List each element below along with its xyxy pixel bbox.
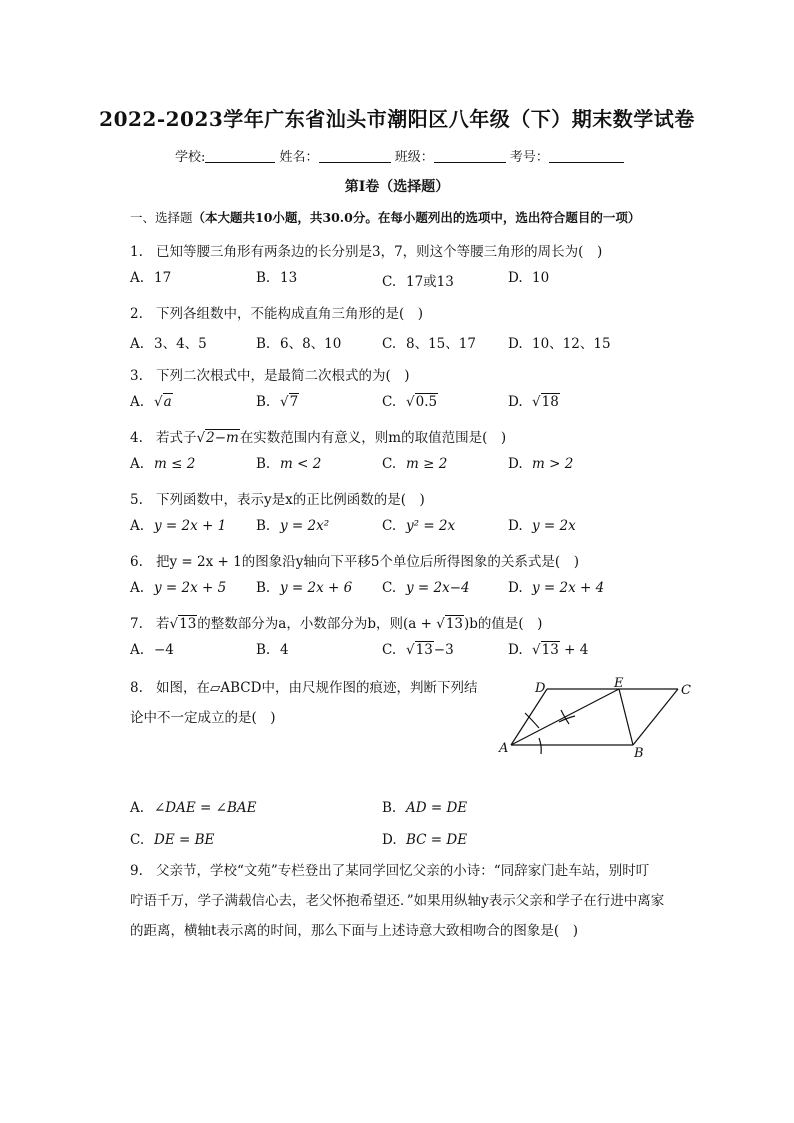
section-description: （本大题共10小题，共30.0分。在每小题列出的选项中，选出符合题目的一项） (192, 210, 641, 225)
question-1-options (130, 270, 690, 290)
label-b: B (634, 746, 644, 761)
class-blank[interactable] (434, 149, 506, 163)
question-4-stem: 4. 若式子√2−m在实数范围内有意义，则m的取值范围是( ) (130, 430, 507, 446)
option-b[interactable]: B. 13 (256, 270, 298, 286)
option-a[interactable]: A. y = 2x + 1 (130, 518, 227, 534)
question-3-stem: 3. 下列二次根式中，是最简二次根式的为( ) (130, 368, 410, 384)
option-a[interactable]: A. 17 (130, 270, 172, 286)
question-7-stem: 7. 若√13的整数部分为a，小数部分为b，则(a + √13)b的值是( ) (130, 616, 543, 632)
option-c[interactable]: C. m ≥ 2 (382, 456, 448, 472)
option-d[interactable]: D. y = 2x + 4 (508, 580, 605, 596)
label-d: D (535, 681, 546, 696)
name-label: 姓名： (279, 150, 319, 165)
edge-bc (633, 689, 678, 745)
option-a[interactable]: A. 3、4、5 (130, 336, 207, 352)
option-c[interactable]: C. √0.5 (382, 394, 438, 410)
option-b[interactable]: B. y = 2x + 6 (256, 580, 353, 596)
section-heading (130, 208, 640, 226)
option-c[interactable]: C. y = 2x−4 (382, 580, 470, 596)
option-c[interactable]: C. 8、15、17 (382, 336, 476, 352)
question-3-options (130, 394, 690, 414)
school-label: 学校: (175, 150, 206, 165)
question-2-stem: 2. 下列各组数中，不能构成直角三角形的是( ) (130, 306, 424, 322)
question-7-options (130, 642, 690, 662)
question-6-options (130, 580, 690, 600)
option-c[interactable]: C. y² = 2x (382, 518, 456, 534)
segment-eb (619, 689, 633, 745)
exam-title: 2022-2023学年广东省汕头市潮阳区八年级（下）期末数学试卷 (99, 107, 695, 131)
option-d[interactable]: D. m > 2 (508, 456, 574, 472)
option-c[interactable]: C. DE = BE (130, 832, 215, 848)
option-d[interactable]: D. 10、12、15 (508, 336, 611, 352)
question-5-stem: 5. 下列函数中，表示y是x的正比例函数的是( ) (130, 492, 425, 508)
name-blank[interactable] (319, 149, 391, 163)
question-8-stem: 8. 如图，在▱ABCD中，由尺规作图的痕迹，判断下列结 (130, 680, 478, 696)
question-9-line-3: 的距离，横轴t表示离的时间，那么下面与上述诗意大致相吻合的图象是( ) (130, 923, 578, 939)
exam-number-label: 考号： (509, 150, 549, 165)
option-a[interactable]: A. √a (130, 394, 172, 410)
option-d[interactable]: D. y = 2x (508, 518, 576, 534)
question-9-line-2: 咛语千万，学子满载信心去，老父怀抱希望还．”如果用纵轴y表示父亲和学子在行进中离家 (130, 893, 665, 909)
option-a[interactable]: A. y = 2x + 5 (130, 580, 227, 596)
exam-number-blank[interactable] (549, 149, 624, 163)
question-9-stem (130, 856, 700, 946)
question-1-stem: 1. 已知等腰三角形有两条边的长分别是3，7，则这个等腰三角形的周长为( ) (130, 244, 603, 260)
question-6-stem: 6. 把y = 2x + 1的图象沿y轴向下平移5个单位后所得图象的关系式是( ) (130, 554, 579, 570)
option-a[interactable]: A. −4 (130, 642, 174, 658)
option-d[interactable]: D. 10 (508, 270, 550, 286)
option-d[interactable]: D. √13 + 4 (508, 642, 589, 658)
question-5-options (130, 518, 690, 538)
question-9-line-1: 9. 父亲节，学校“文苑”专栏登出了某同学回忆父亲的小诗：“同辞家门赴车站，别时叮 (130, 863, 650, 879)
option-b[interactable]: B. 4 (256, 642, 289, 658)
option-a[interactable]: A. ∠DAE = ∠BAE (130, 800, 257, 816)
option-d[interactable]: D. BC = DE (382, 832, 468, 848)
section-label: 一、选择题 (130, 210, 193, 225)
arc-mark-ae-1 (561, 710, 569, 724)
label-e: E (614, 676, 624, 691)
question-8-options-row2 (130, 832, 690, 852)
option-c[interactable]: C. 17或13 (382, 274, 454, 290)
option-b[interactable]: B. y = 2x² (256, 518, 330, 534)
option-b[interactable]: B. 6、8、10 (256, 336, 342, 352)
question-8-options-row1 (130, 800, 690, 820)
question-2-options (130, 332, 690, 352)
question-4-options (130, 456, 690, 476)
label-a: A (499, 741, 509, 756)
option-c[interactable]: C. √13−3 (382, 642, 454, 658)
class-label: 班级： (394, 150, 434, 165)
option-d[interactable]: D. √18 (508, 394, 559, 410)
label-c: C (681, 683, 691, 698)
student-info-line (175, 146, 655, 165)
option-b[interactable]: B. m < 2 (256, 456, 322, 472)
volume-title: 第I卷（选择题） (344, 179, 450, 195)
option-b[interactable]: B. AD = DE (382, 800, 468, 816)
option-a[interactable]: A. m ≤ 2 (130, 456, 196, 472)
parallelogram-figure (495, 676, 700, 766)
option-b[interactable]: B. √7 (256, 394, 299, 410)
arc-mark-ab (539, 738, 541, 754)
question-8-stem-cont: 论中不一定成立的是( ) (130, 710, 276, 726)
school-blank[interactable] (205, 149, 275, 163)
